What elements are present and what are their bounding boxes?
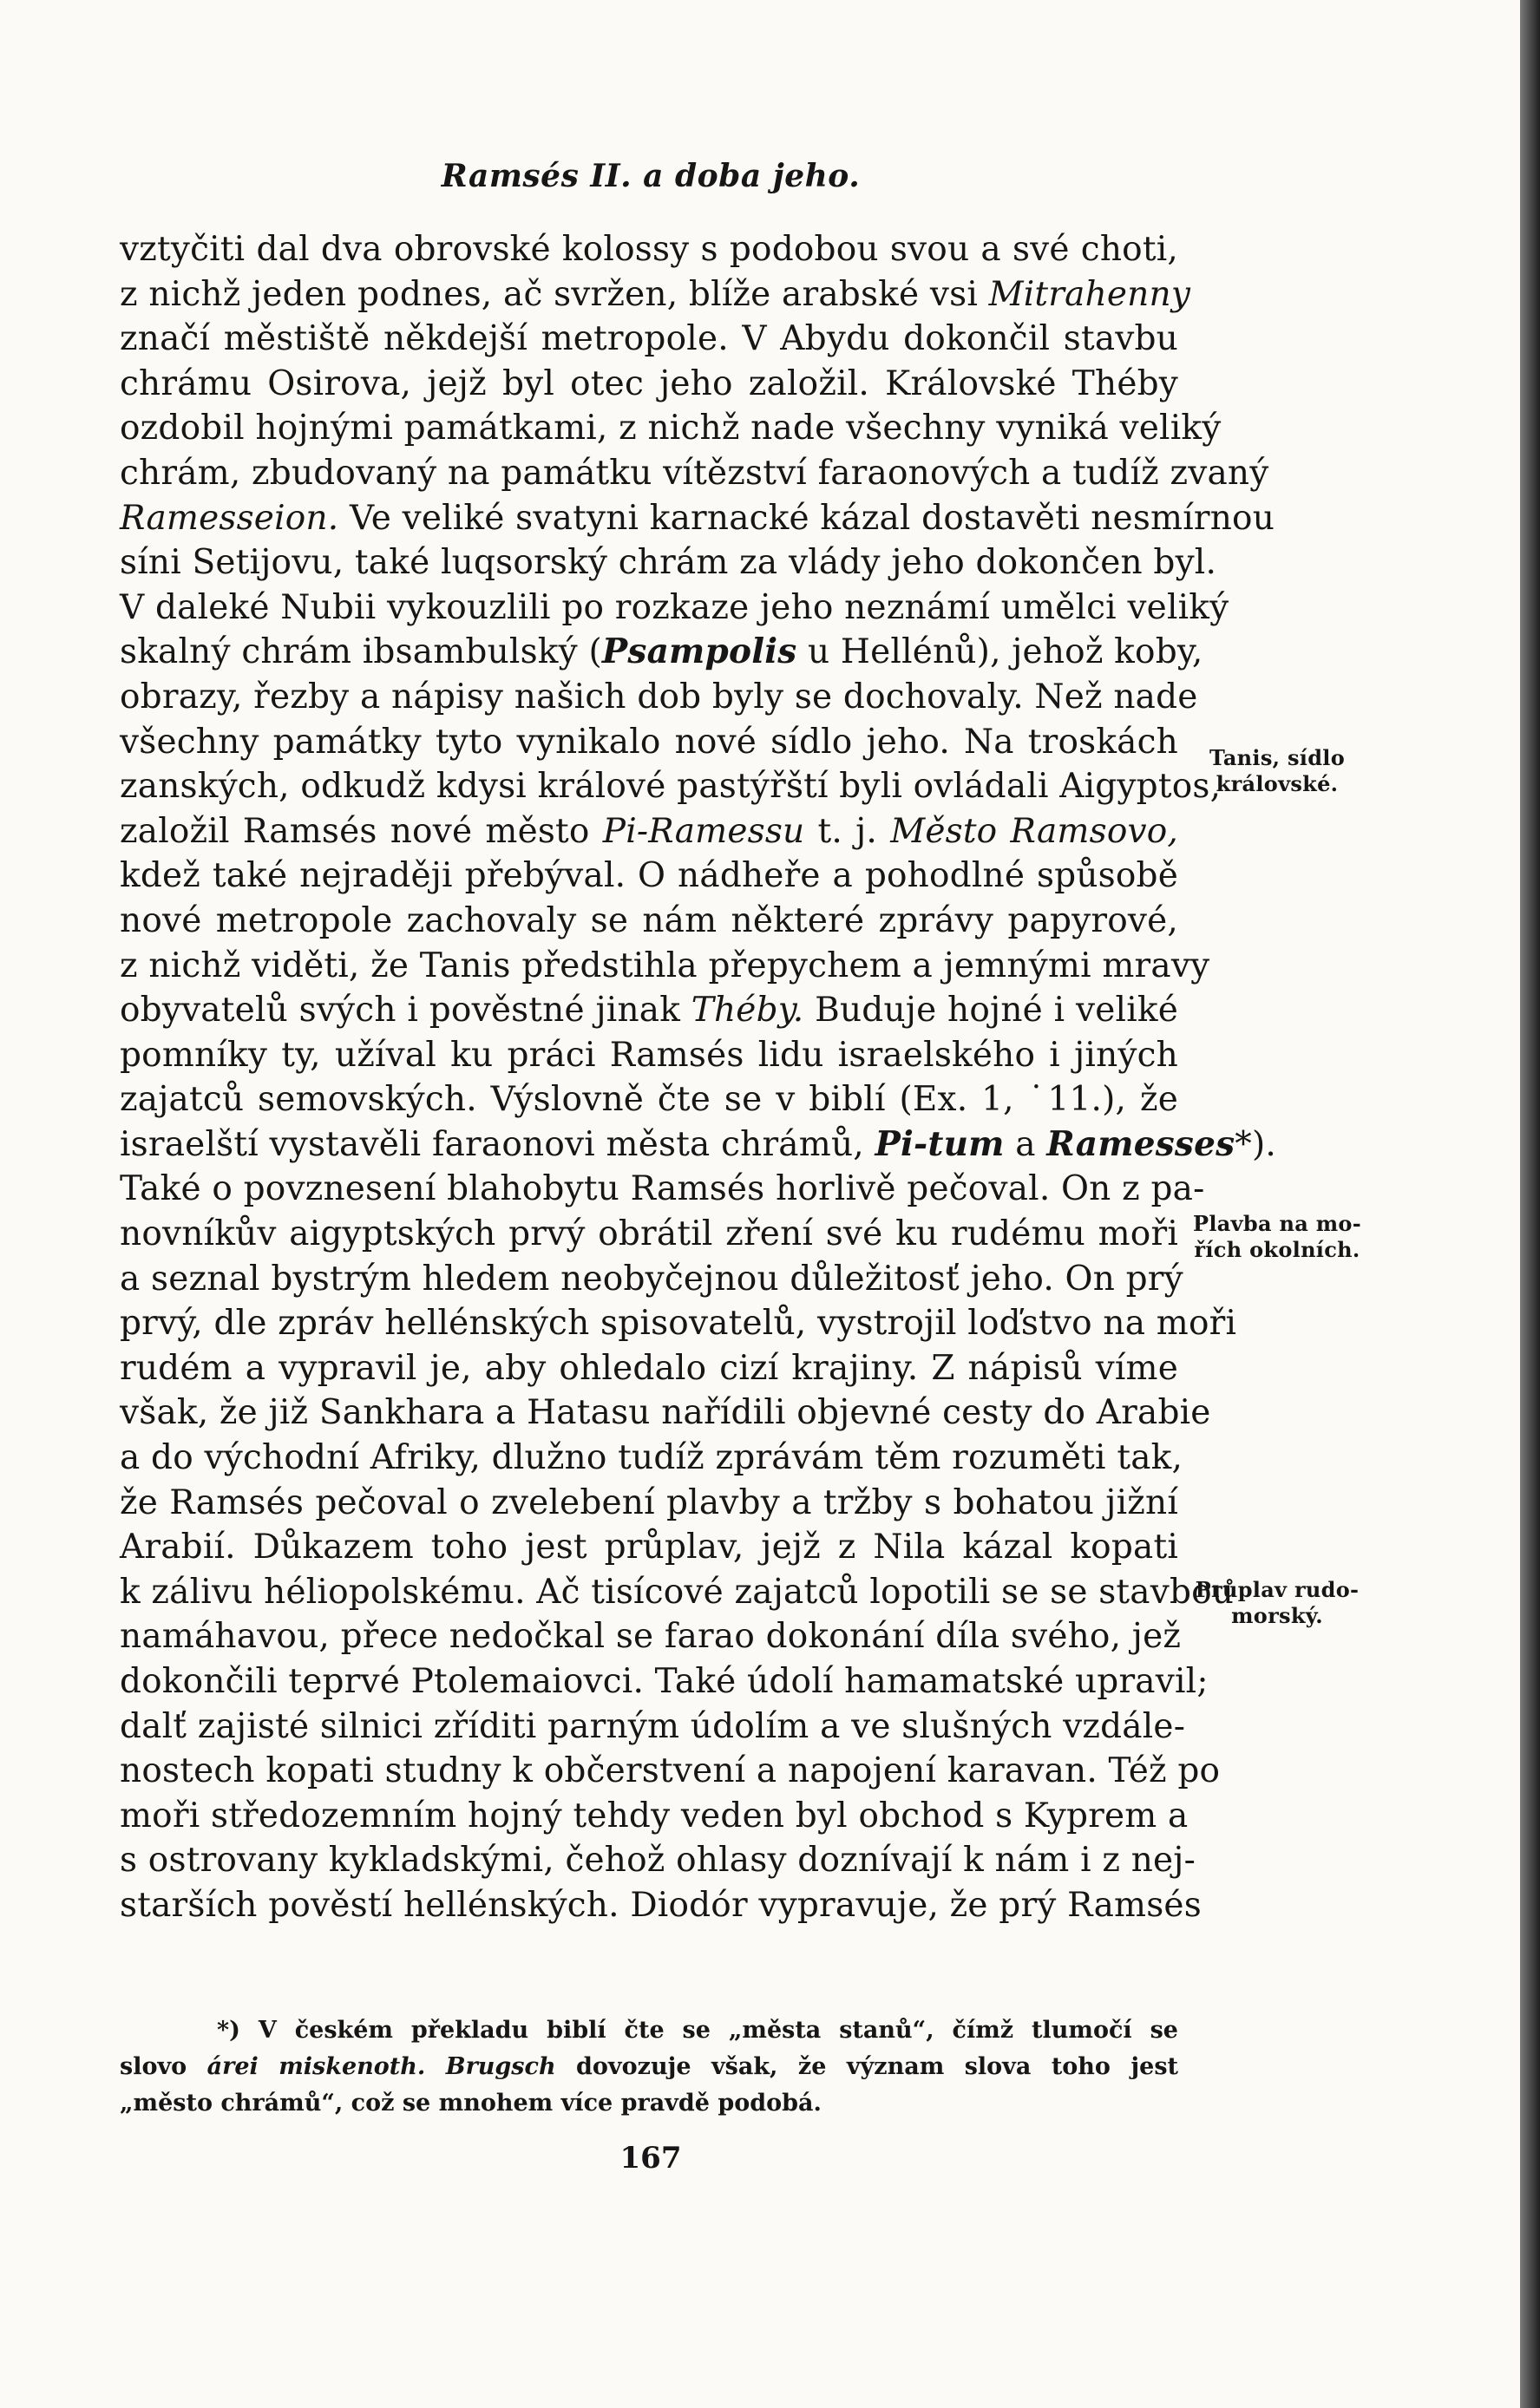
text-line-segment: pomníky ty, užíval ku práci Ramsés lidu israelského i jiných: [120, 1035, 1178, 1075]
footnote-line-segment: árei miskenoth.: [206, 2053, 426, 2080]
text-line-segment: Město Ramsovo,: [890, 811, 1179, 851]
page-edge-shadow: [1520, 0, 1540, 2408]
text-line: [120, 586, 1229, 631]
text-line-segment: moři středozemním hojný tehdy veden byl obchod s Kyprem a: [120, 1796, 1189, 1835]
marginal-note-line: Tanis, sídlo: [1209, 745, 1346, 770]
footnote: [120, 2012, 1178, 2122]
text-line-segment: novníkův aigyptských prvý obrátil zření své ku rudému moři: [120, 1214, 1178, 1254]
text-line-segment: dalť zajisté silnici zříditi parným údolím a ve slušných vzdále-: [120, 1706, 1186, 1746]
text-line-segment: z nichž viděti, že Tanis předstihla přepychem a jemnými mravy: [120, 946, 1210, 985]
text-line-segment: dokončili teprvé Ptolemaiovci. Také údolí hamamatské upravil;: [120, 1662, 1209, 1701]
text-line-segment: však, že již Sankhara a Hatasu nařídili objevné cesty do Arabie: [120, 1393, 1211, 1433]
footnote-line-segment: dovozuje však, že význam slova toho jest: [555, 2053, 1179, 2080]
text-line-segment: obyvatelů svých i pověstné jinak: [120, 991, 691, 1031]
text-line-segment: a seznal bystrým hledem neobyčejnou důležitosť jeho. On prý: [120, 1259, 1183, 1299]
text-line: [120, 988, 1178, 1033]
text-line-segment: zanských, odkudž kdysi králové pastýřští byli ovládali Aigyptos,: [120, 767, 1222, 807]
text-line-segment: Arabií. Důkazem toho jest průplav, jejž z Nila kázal kopati: [120, 1528, 1178, 1567]
text-line-segment: namáhavou, přece nedočkal se farao dokonání díla svého, jež: [120, 1617, 1182, 1657]
marginal-note-line: Průplav rudo-: [1195, 1577, 1360, 1602]
text-line: [120, 406, 1222, 451]
text-line-segment: všechny památky tyto vynikalo nové sídlo jeho. Na troskách: [120, 722, 1178, 762]
text-line-segment: rudém a vypravil je, aby ohledalo cizí krajiny. Z nápisů víme: [120, 1348, 1178, 1388]
text-line-segment: t. j.: [804, 811, 891, 851]
text-line-segment: k zálivu héliopolskému. Ač tisícové zajatců lopotili se se stavbou: [120, 1572, 1235, 1612]
text-line: [120, 1614, 1182, 1659]
text-line: [120, 675, 1198, 720]
footnote-line: [120, 2012, 1178, 2049]
text-line-segment: chrám, zbudovaný na památku vítězství faraonových a tudíž zvaný: [120, 453, 1269, 493]
text-line: [120, 1705, 1186, 1750]
text-line-segment: israelští vystavěli faraonovi města chrámů,: [120, 1124, 875, 1164]
text-line-segment: nové metropole zachovaly se nám některé zprávy papyrové,: [120, 900, 1178, 940]
footnote-line-segment: Brugsch: [445, 2053, 556, 2080]
text-line: [120, 1659, 1209, 1705]
text-line-segment: založil Ramsés nové město: [120, 811, 603, 851]
footnote-line-segment: [425, 2053, 445, 2080]
text-line: [120, 630, 1203, 675]
text-line-segment: vztyčiti dal dva obrovské kolossy s podobou svou a své choti,: [120, 230, 1178, 269]
text-line: [120, 1570, 1235, 1615]
text-line-segment: u Hellénů), jehož koby,: [796, 632, 1203, 672]
text-line-segment: a: [1004, 1124, 1047, 1164]
marginal-note-canal: [1190, 1577, 1364, 1629]
text-line: [120, 272, 1191, 317]
text-line-segment: obrazy, řezby a nápisy našich dob byly se dochovaly. Než nade: [120, 677, 1198, 717]
text-line: [120, 451, 1269, 496]
footnote-line-segment: slovo: [120, 2053, 207, 2080]
text-line: [120, 1301, 1237, 1346]
text-line-segment: starších pověstí hellénských. Diodór vypravuje, že prý Ramsés: [120, 1885, 1202, 1925]
text-line-segment: kdež také nejraději přebýval. O nádheře a pohodlné spůsobě: [120, 856, 1178, 896]
marginal-note-line: královské.: [1216, 771, 1339, 796]
marginal-note-navigation: [1190, 1211, 1364, 1263]
text-line: [120, 1257, 1183, 1302]
text-line-segment: Mitrahenny: [988, 274, 1191, 314]
text-line: [120, 1525, 1178, 1570]
text-line: [120, 764, 1222, 809]
text-line: [120, 809, 1178, 854]
text-line: [120, 944, 1210, 989]
text-line-segment: a do východní Afriky, dlužno tudíž zprávám těm rozuměti tak,: [120, 1438, 1183, 1478]
text-line-segment: že Ramsés pečoval o zvelebení plavby a tržby s bohatou jižní: [120, 1482, 1178, 1522]
text-line-segment: prvý, dle zpráv hellénských spisovatelů, vystrojil loďstvo na moři: [120, 1304, 1237, 1344]
text-line: [120, 1481, 1178, 1526]
text-line: [120, 1346, 1178, 1391]
text-line-segment: síni Setijovu, také luqsorský chrám za vlády jeho dokončen byl.: [120, 543, 1217, 583]
text-line-segment: Ramesseion.: [120, 498, 339, 538]
page-number: 167: [619, 2141, 682, 2176]
main-text-block: [120, 227, 1276, 1928]
text-line-segment: chrámu Osirova, jejž byl otec jeho založil. Královské Théby: [120, 363, 1178, 403]
footnote-line: [120, 2085, 1178, 2122]
text-line: [120, 1436, 1183, 1481]
text-line-segment: Théby.: [691, 991, 804, 1031]
text-line-segment: nostech kopati studny k občerstvení a napojení karavan. Též po: [120, 1751, 1221, 1791]
text-line-segment: s ostrovany kykladskými, čehož ohlasy doznívají k nám i z nej-: [120, 1841, 1196, 1881]
text-line: [120, 1033, 1178, 1078]
marginal-note-tanis: [1190, 745, 1364, 797]
text-line: [120, 1749, 1221, 1794]
text-line-segment: skalný chrám ibsambulský (: [120, 632, 602, 672]
text-line: [120, 1122, 1276, 1168]
footnote-line-segment: *) V českém překladu biblí čte se „města stanů“, čímž tlumočí se: [217, 2017, 1178, 2044]
marginal-note-line: Plavba na mo-: [1193, 1211, 1361, 1236]
text-line: [120, 1212, 1178, 1257]
text-line: [120, 362, 1178, 407]
text-line: [120, 720, 1178, 765]
text-line-segment: Pi-Ramessu: [602, 811, 805, 851]
footnote-line: [120, 2049, 1178, 2085]
text-line: [120, 899, 1178, 944]
text-line-segment: *).: [1235, 1124, 1276, 1164]
text-line: [120, 1883, 1202, 1928]
footnote-line-segment: „město chrámů“, což se mnohem více pravdě podobá.: [120, 2090, 822, 2117]
text-line: [120, 1390, 1211, 1436]
text-line-segment: Také o povznesení blahobytu Ramsés horlivě pečoval. On z pa-: [120, 1169, 1205, 1209]
marginal-note-line: řích okolních.: [1194, 1237, 1360, 1262]
text-line: [120, 317, 1178, 362]
text-line-segment: V daleké Nubii vykouzlili po rozkaze jeho neznámí umělci veliký: [120, 587, 1229, 627]
text-line-segment: zajatců semovských. Výslovně čte se v biblí (Ex. 1, ˙11.), že: [120, 1080, 1178, 1120]
text-line-segment: značí městiště někdejší metropole. V Abydu dokončil stavbu: [120, 319, 1178, 359]
text-line: [120, 227, 1178, 272]
text-line: [120, 1838, 1196, 1883]
text-line: [120, 540, 1217, 586]
text-line: [120, 1794, 1189, 1839]
text-line: [120, 496, 1275, 541]
text-line-segment: Pi-tum: [875, 1123, 1005, 1164]
text-line-segment: Buduje hojné i veliké: [803, 991, 1178, 1031]
running-head: Ramsés II. a doba jeho.: [441, 158, 861, 194]
text-line-segment: ozdobil hojnými památkami, z nichž nade všechny vyniká veliký: [120, 409, 1222, 448]
text-line-segment: Ramesses: [1046, 1123, 1235, 1164]
text-line: [120, 1167, 1205, 1212]
text-line-segment: z nichž jeden podnes, ač svržen, blíže arabské vsi: [120, 274, 989, 314]
text-line: [120, 854, 1178, 899]
marginal-note-line: morský.: [1231, 1603, 1323, 1628]
text-line-segment: Ve veliké svatyni karnacké kázal dostavěti nesmírnou: [338, 498, 1275, 538]
text-line-segment: Psampolis: [601, 631, 797, 672]
text-line: [120, 1077, 1178, 1122]
